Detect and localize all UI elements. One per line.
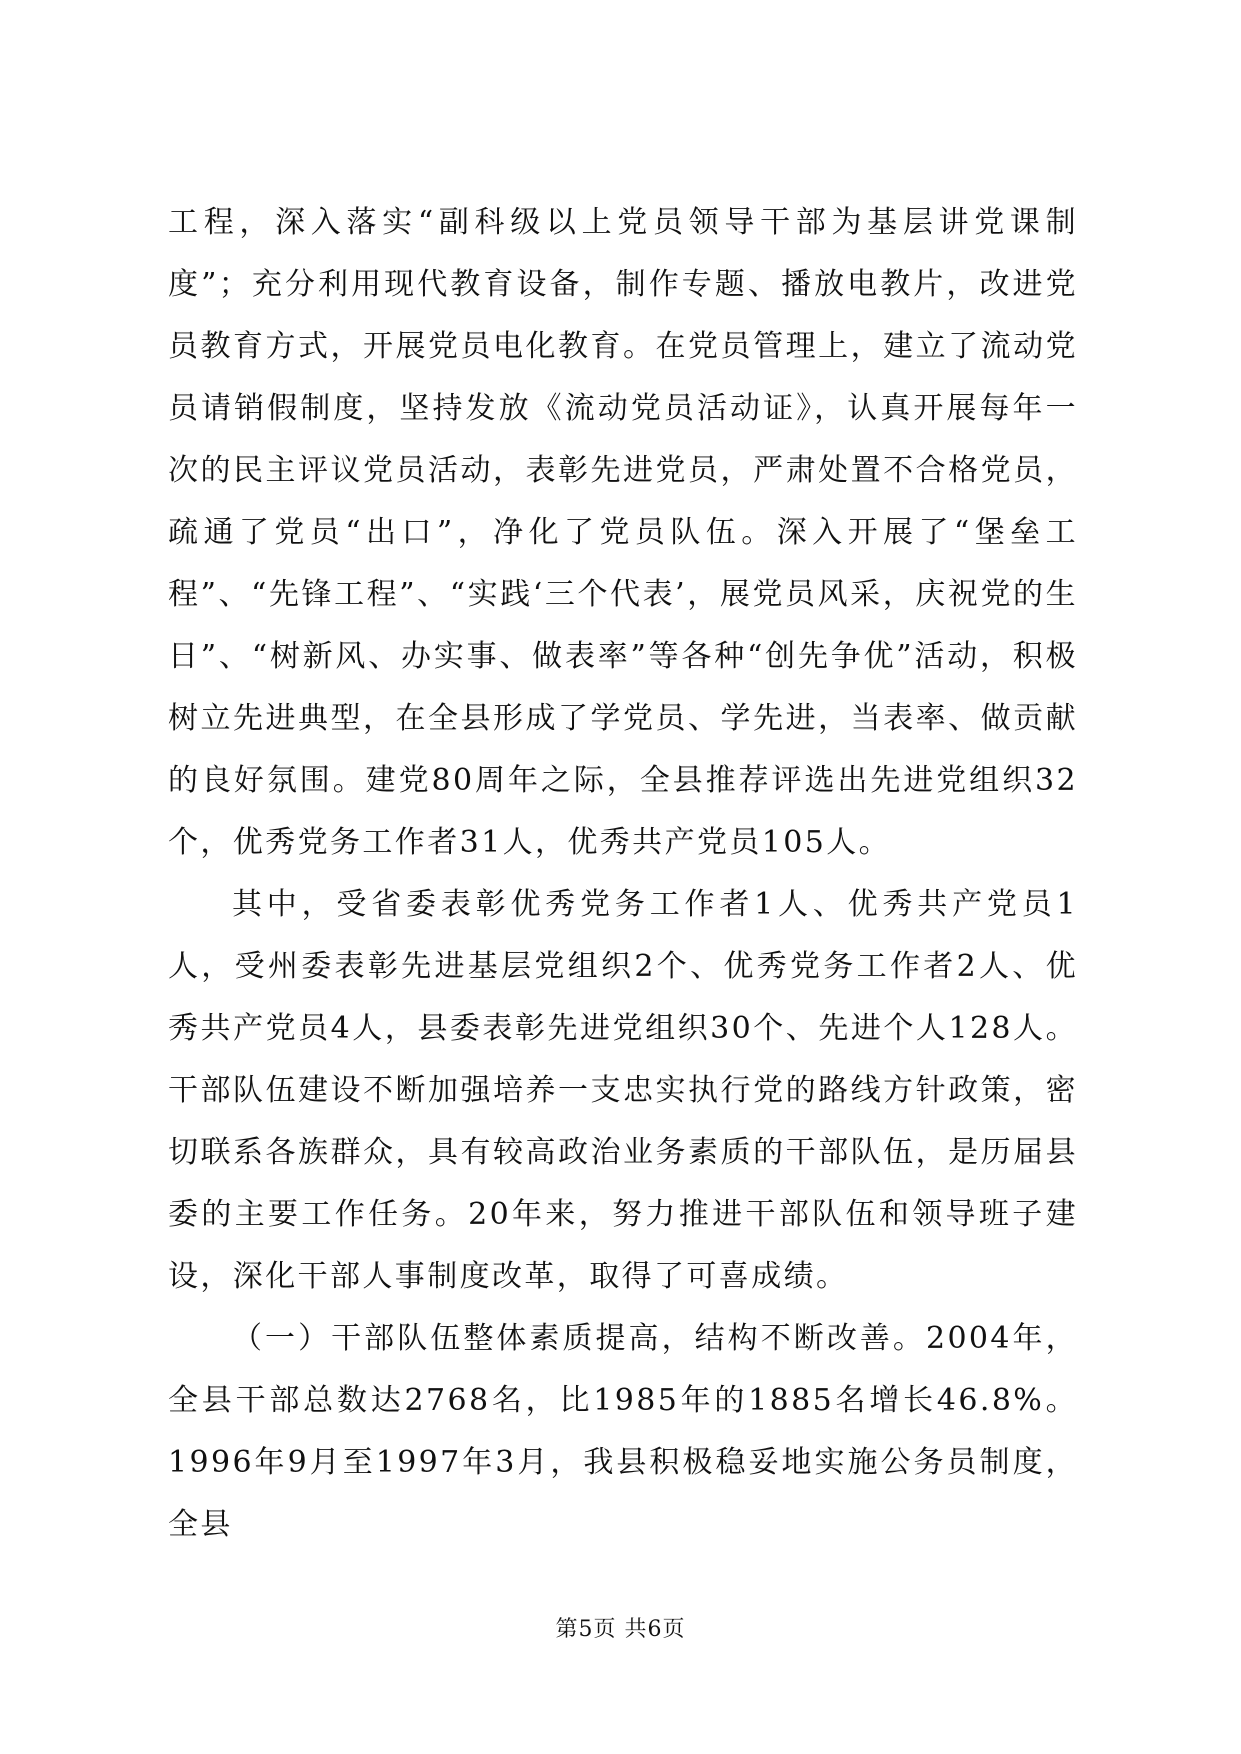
- paragraph-3: （一）干部队伍整体素质提高，结构不断改善。2004年，全县干部总数达2768名，比1985年的1885名增长46.8%。1996年9月至1997年3月，我县积极稳妥地实施公务员制度，全县: [168, 1321, 1078, 1542]
- page-footer: 第5页 共6页: [555, 1617, 686, 1642]
- paragraph-1: 工程，深入落实“副科级以上党员领导干部为基层讲党课制度”；充分利用现代教育设备，制作专题、播放电教片，改进党员教育方式，开展党员电化教育。在党员管理上，建立了流动党员请销假制度，坚持发放《流动党员活动证》，认真开展每年一次的民主评议党员活动，表彰先进党员，严肃处置不合格党员，疏通了党员“出口”，净化了党员队伍。深入开展了“堡垒工程”、“先锋工程”、“实践‘三个代表’，展党员风采，庆祝党的生日”、“树新风、办实事、做表率”等各种“创先争优”活动，积极树立先进典型，在全县形成了学党员、学先进，当表率、做贡献的良好氛围。建党80周年之际，全县推荐评选出先进党组织32个，优秀党务工作者31人，优秀共产党员105人。: [168, 205, 1078, 860]
- paragraph-2: 其中，受省委表彰优秀党务工作者1人、优秀共产党员1人，受州委表彰先进基层党组织2个、优秀党务工作者2人、优秀共产党员4人，县委表彰先进党组织30个、先进个人128人。干部队伍建设不断加强培养一支忠实执行党的路线方针政策，密切联系各族群众，具有较高政治业务素质的干部队伍，是历届县委的主要工作任务。20年来，努力推进干部队伍和领导班子建设，深化干部人事制度改革，取得了可喜成绩。: [168, 887, 1078, 1294]
- body-text: [168, 192, 1078, 1556]
